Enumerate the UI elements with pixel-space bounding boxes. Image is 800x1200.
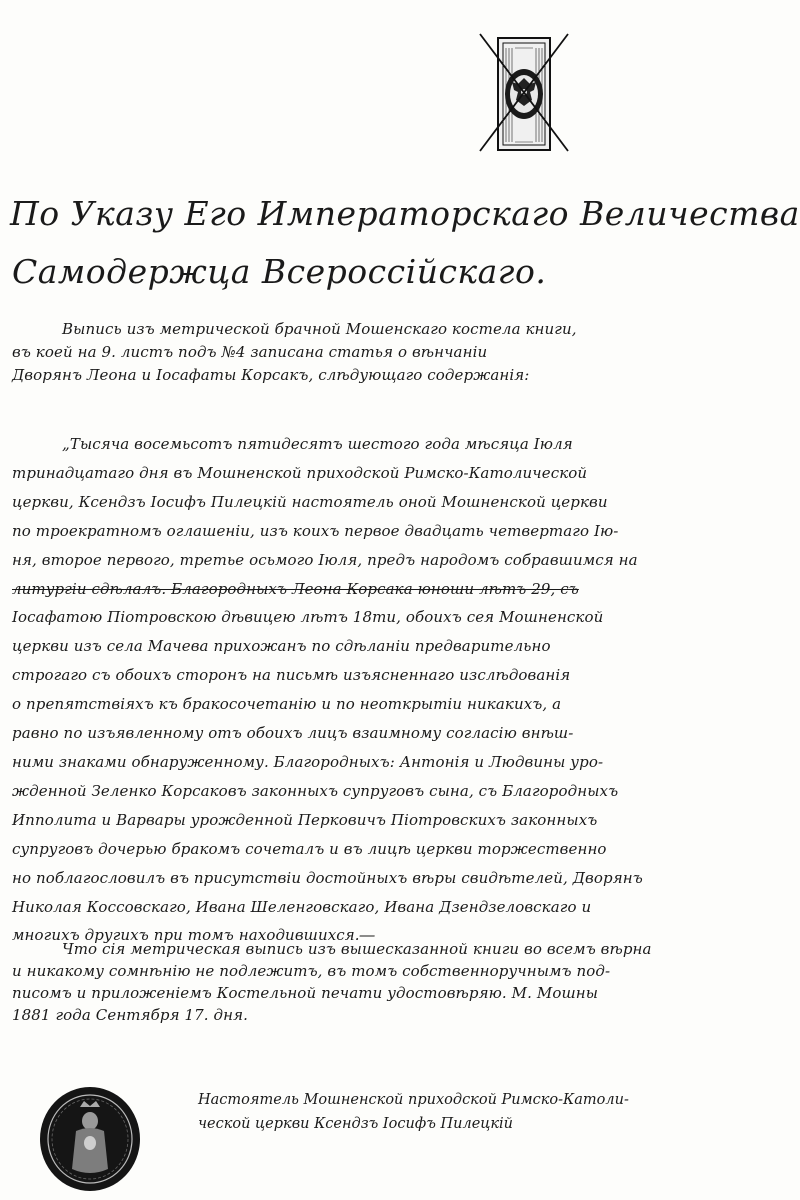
record-line: многихъ другихъ при томъ находившихся.― [12, 926, 375, 945]
intro-line: въ коей на 9. листъ подъ №4 записана статья о вѣнчаніи [12, 343, 488, 361]
intro-line: Выпись изъ метрической брачной Мошенскаго костела книги, [62, 320, 577, 338]
record-line: Ипполита и Варвары урожденной Перковичъ Піотровскихъ законныхъ [12, 810, 598, 829]
heading-line-1: По Указу Его Императорскаго Величества [10, 194, 800, 233]
signature-line: ческой церкви Ксендзъ Іосифъ Пилецкій [198, 1116, 514, 1132]
record-line: „Тысяча восемьсотъ пятидесятъ шестого года мѣсяца Іюля [62, 435, 573, 453]
record-line: тринадцатаго дня въ Мошненской приходской Римско-Католической [12, 463, 588, 482]
revenue-stamp-icon [478, 30, 570, 155]
certification-line: писомъ и приложеніемъ Костельной печати удостовѣряю. М. Мошны [12, 984, 599, 1002]
record-line: ня, второе первого, третье осьмого Іюля, предъ народомъ собравшимся на [12, 550, 638, 569]
record-line: жденной Зеленко Корсаковъ законныхъ супруговъ сына, съ Благородныхъ [12, 781, 619, 800]
priest-signature [198, 1088, 668, 1136]
record-line: церкви изъ села Мачева прихожанъ по сдѣланіи предварительно [12, 637, 551, 656]
record-line-struck: литургіи сдѣлалъ. Благородныхъ Леона Корсака юноши лѣтъ 29, съ [12, 579, 579, 598]
record-line: строгаго съ обоихъ сторонъ на письмѣ изъясненнаго изслѣдованія [12, 666, 571, 685]
signature-line: Настоятель Мошненской приходской Римско-Католи- [198, 1092, 629, 1108]
document-heading [10, 185, 800, 301]
heading-line-2: Самодержца Всероссійскаго. [12, 252, 547, 291]
certification-line: и никакому сомнѣнію не подлежитъ, въ томъ собственноручнымъ под- [12, 962, 611, 980]
marriage-record [12, 430, 667, 950]
certification-line: Что сія метрическая выпись изъ вышесказанной книги во всемъ вѣрна [62, 940, 652, 958]
certification-paragraph [12, 938, 667, 1026]
church-seal-icon [38, 1085, 143, 1193]
record-line: ними знаками обнаруженному. Благородныхъ: Антонія и Людвины уро- [12, 752, 604, 771]
record-line: церкви, Ксендзъ Іосифъ Пилецкій настоятель оной Мошненской церкви [12, 492, 608, 511]
record-line: супруговъ дочерью бракомъ сочеталъ и въ лицѣ церкви торжественно [12, 839, 607, 858]
record-line: но поблагословилъ въ присутствіи достойныхъ вѣры свидѣтелей, Дворянъ [12, 868, 643, 887]
certification-date: 1881 года Сентября 17. дня. [12, 1006, 249, 1024]
record-line: Николая Коссовскаго, Ивана Шеленговскаго, Ивана Дзендзеловскаго и [12, 897, 592, 916]
intro-paragraph [12, 318, 667, 387]
intro-line: Дворянъ Леона и Іосафаты Корсакъ, слѣдующаго содержанія: [12, 366, 530, 384]
record-line: о препятствіяхъ къ бракосочетанію и по неоткрытіи никакихъ, а [12, 695, 562, 714]
record-line: равно по изъявленному отъ обоихъ лицъ взаимному согласію внѣш- [12, 724, 574, 743]
record-line: по троекратномъ оглашеніи, изъ коихъ первое двадцать четвертаго Ію- [12, 521, 619, 540]
record-line: Іосафатою Піотровскою дѣвицею лѣтъ 18ти, обоихъ сея Мошненской [12, 608, 604, 627]
